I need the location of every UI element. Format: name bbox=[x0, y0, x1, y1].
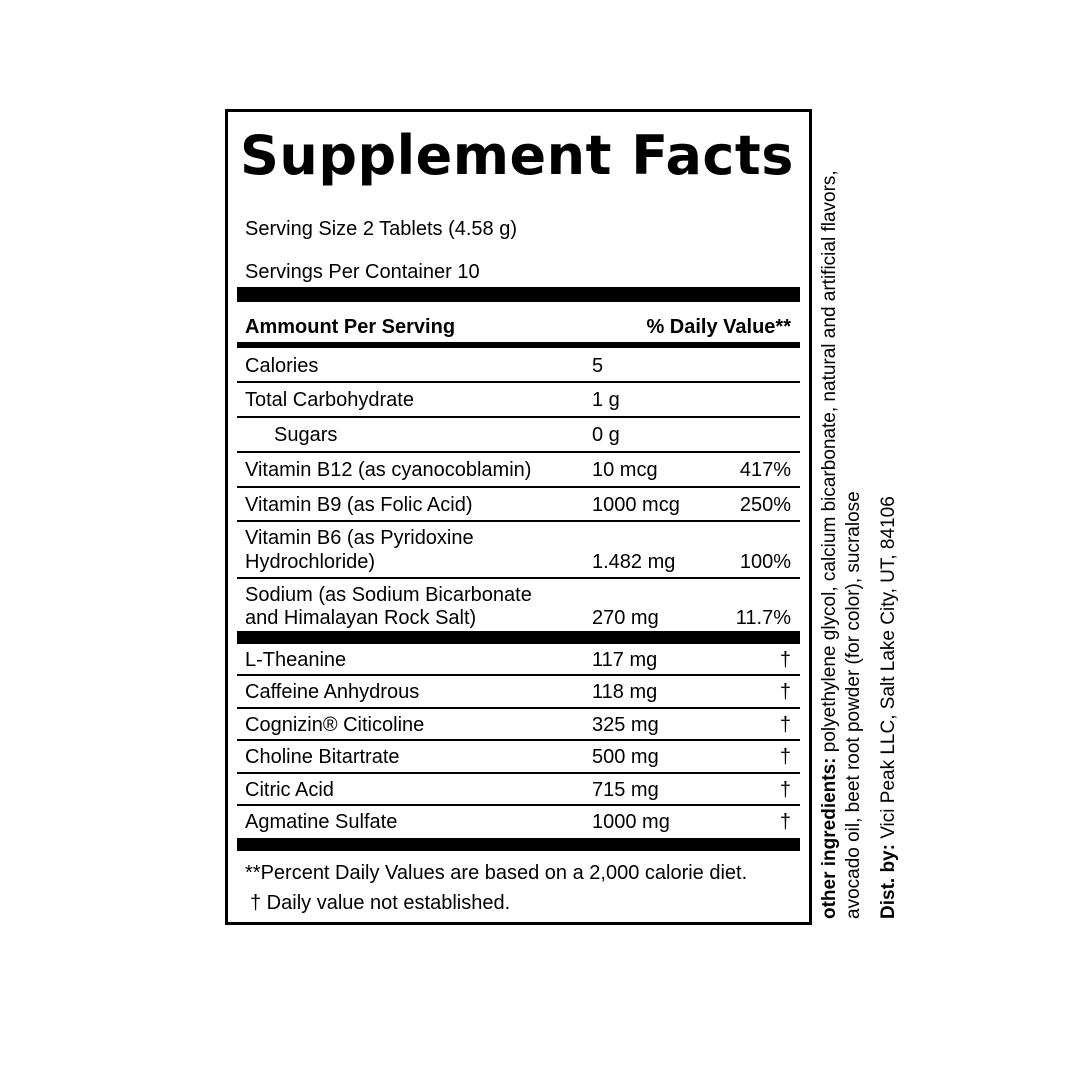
nutrient-amount: 10 mcg bbox=[592, 459, 658, 481]
table-row bbox=[237, 644, 800, 676]
other-ingredients-list: polyethylene glycol, calcium bicarbonate, natural and artificial flavors, avocado oil, beet root powder (for color), sucralose bbox=[819, 170, 864, 919]
nutrient-name: Calories bbox=[245, 355, 319, 377]
nutrient-dv: 100% bbox=[739, 551, 791, 573]
thick-divider bbox=[237, 838, 800, 851]
nutrient-amount: 270 mg bbox=[592, 607, 659, 629]
nutrient-dv: 417% bbox=[739, 459, 791, 481]
table-row bbox=[237, 453, 800, 488]
ingredient-amount: 117 mg bbox=[592, 649, 658, 671]
distributor bbox=[877, 149, 901, 919]
ingredient-name: Choline Bitartrate bbox=[245, 746, 400, 768]
table-row bbox=[237, 709, 800, 741]
distributor-text: Vici Peak LLC, Salt Lake City, UT, 84106 bbox=[878, 496, 899, 845]
servings-per-container: Servings Per Container 10 bbox=[245, 261, 480, 283]
serving-size: Serving Size 2 Tablets (4.58 g) bbox=[245, 218, 518, 240]
nutrient-name: Vitamin B9 (as Folic Acid) bbox=[245, 494, 473, 516]
table-row bbox=[237, 418, 800, 453]
distributor-label: Dist. by: bbox=[878, 844, 899, 919]
ingredient-amount: 715 mg bbox=[592, 779, 659, 801]
ingredient-name: Caffeine Anhydrous bbox=[245, 681, 420, 703]
ingredient-name: Citric Acid bbox=[245, 779, 334, 801]
ingredient-amount: 118 mg bbox=[592, 681, 658, 703]
dagger-mark: † bbox=[779, 714, 791, 736]
nutrient-amount: 1 g bbox=[592, 389, 620, 411]
table-row bbox=[237, 806, 800, 838]
dagger-mark: † bbox=[779, 746, 791, 768]
table-row bbox=[237, 741, 800, 774]
daily-value-header: % Daily Value** bbox=[646, 316, 791, 338]
table-row bbox=[237, 579, 800, 634]
panel-title: Supplement Facts bbox=[240, 124, 794, 187]
ingredient-amount: 325 mg bbox=[592, 714, 659, 736]
other-ingredients bbox=[818, 149, 866, 919]
side-panel-text bbox=[818, 149, 918, 919]
thick-divider bbox=[237, 631, 800, 644]
nutrient-name-line1: Vitamin B6 (as Pyridoxine bbox=[245, 527, 474, 549]
table-row bbox=[237, 774, 800, 806]
ingredient-name: L-Theanine bbox=[245, 649, 347, 671]
dagger-mark: † bbox=[779, 811, 791, 833]
table-row bbox=[237, 348, 800, 383]
nutrient-name-line2: and Himalayan Rock Salt) bbox=[245, 607, 477, 629]
ingredient-name: Agmatine Sulfate bbox=[245, 811, 398, 833]
table-row bbox=[237, 522, 800, 579]
table-row bbox=[237, 488, 800, 522]
nutrient-name-line1: Sodium (as Sodium Bicarbonate bbox=[245, 584, 532, 606]
ingredient-name: Cognizin® Citicoline bbox=[245, 714, 425, 736]
percent-daily-footnote: **Percent Daily Values are based on a 2,000 calorie diet. bbox=[245, 862, 748, 884]
nutrient-amount: 1.482 mg bbox=[592, 551, 676, 573]
ingredient-rows bbox=[237, 644, 800, 838]
table-row bbox=[237, 676, 800, 709]
ingredient-amount: 1000 mg bbox=[592, 811, 670, 833]
ingredient-amount: 500 mg bbox=[592, 746, 659, 768]
dagger-footnote: † Daily value not established. bbox=[250, 892, 511, 914]
nutrient-name: Total Carbohydrate bbox=[245, 389, 414, 411]
nutrient-name: Sugars bbox=[274, 424, 338, 446]
nutrient-rows bbox=[237, 348, 800, 634]
nutrient-amount: 1000 mcg bbox=[592, 494, 680, 516]
nutrient-dv: 250% bbox=[739, 494, 791, 516]
other-ingredients-label: other ingredients: bbox=[819, 757, 840, 919]
amount-per-serving-header: Ammount Per Serving bbox=[245, 316, 456, 338]
dagger-mark: † bbox=[779, 649, 791, 671]
nutrient-amount: 5 bbox=[592, 355, 604, 377]
dagger-mark: † bbox=[779, 779, 791, 801]
nutrient-dv: 11.7% bbox=[735, 607, 791, 629]
thick-divider bbox=[237, 287, 800, 302]
nutrient-amount: 0 g bbox=[592, 424, 620, 446]
dagger-mark: † bbox=[779, 681, 791, 703]
nutrient-name: Vitamin B12 (as cyanocoblamin) bbox=[245, 459, 532, 481]
supplement-facts-panel bbox=[225, 109, 812, 925]
table-row bbox=[237, 383, 800, 418]
nutrient-name-line2: Hydrochloride) bbox=[245, 551, 376, 573]
